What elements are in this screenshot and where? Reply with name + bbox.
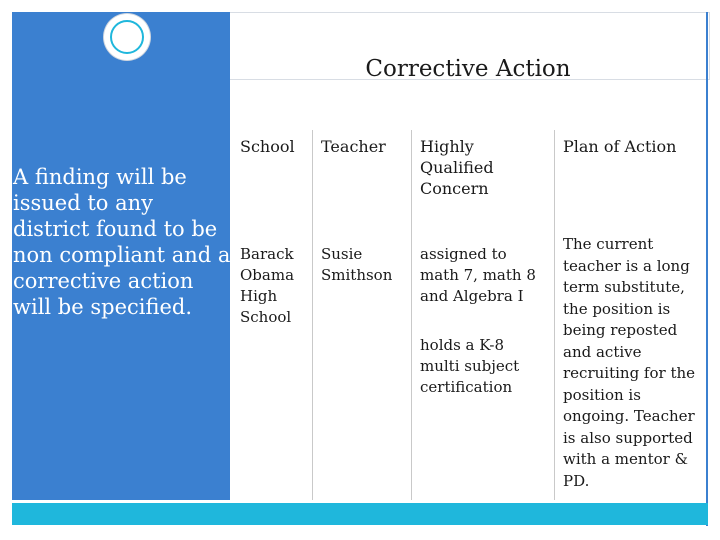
cell-teacher: Susie Smithson — [313, 238, 412, 500]
hq-concern-assignment: assigned to math 7, math 8 and Algebra I — [420, 245, 536, 305]
header-school: School — [240, 137, 295, 156]
cell-hq-concern — [412, 238, 555, 500]
corrective-action-table — [232, 130, 711, 500]
header-plan-of-action: Plan of Action — [555, 130, 712, 238]
cell-school: Barack Obama High School — [240, 245, 295, 326]
ring-logo-inner — [110, 20, 144, 54]
header-hq-concern: Highly Qualified Concern — [412, 130, 555, 238]
header-teacher: Teacher — [313, 130, 412, 238]
plan-of-action-text: The current teacher is a long term substitute, the position is being reposted and active recruiting for the position is ongoing. Teacher is also supported with a mentor & PD. — [563, 235, 696, 490]
table-row — [232, 238, 711, 500]
table-header-row — [232, 130, 711, 238]
bottom-bar — [12, 503, 708, 525]
cell-plan — [555, 235, 712, 500]
hq-concern-certification: holds a K-8 multi subject certification — [420, 336, 520, 396]
ring-logo-icon — [104, 14, 150, 60]
finding-statement: A finding will be issued to any district found to be non compliant and a corrective action will be specified. — [13, 165, 231, 319]
slide-title: Corrective Action — [365, 56, 571, 82]
